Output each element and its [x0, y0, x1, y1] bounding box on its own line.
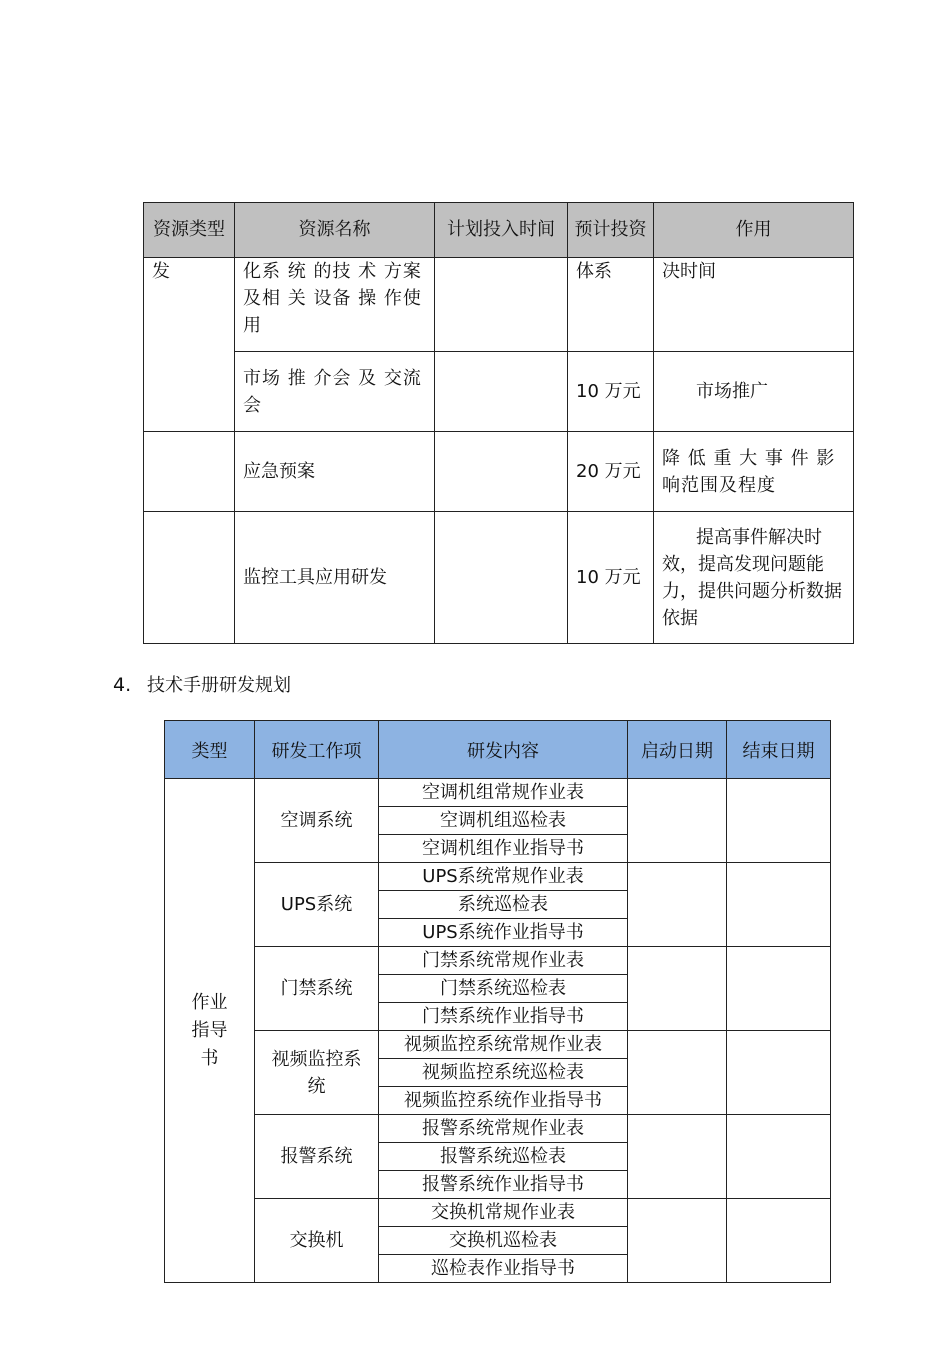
cell-end-date — [727, 1199, 831, 1283]
cell-purpose: 决时间 — [654, 258, 854, 352]
header-work-item: 研发工作项 — [255, 721, 379, 779]
cell-start-date — [628, 779, 727, 863]
table-row — [144, 512, 854, 644]
section-number: 4. — [113, 674, 132, 696]
cell-type: 作业指导书 — [165, 779, 255, 1283]
table-row — [165, 1199, 831, 1227]
header-resource-name: 资源名称 — [235, 203, 435, 258]
cell-name: 应急预案 — [235, 432, 435, 512]
cell-content: 空调机组作业指导书 — [379, 835, 628, 863]
cell-content: 报警系统常规作业表 — [379, 1115, 628, 1143]
header-type: 类型 — [165, 721, 255, 779]
table-row — [165, 1031, 831, 1059]
cell-purpose: 提高事件解决时效，提高发现问题能力，提供问题分析数据依据 — [654, 512, 854, 644]
cell-purpose: 降 低 重 大 事 件 影 响范围及程度 — [654, 432, 854, 512]
manual-plan-table — [164, 720, 831, 1283]
header-content: 研发内容 — [379, 721, 628, 779]
cell-time — [435, 258, 568, 352]
section-heading — [113, 673, 291, 698]
cell-content: 交换机巡检表 — [379, 1227, 628, 1255]
cell-content: 视频监控系统巡检表 — [379, 1059, 628, 1087]
cell-type: 发 — [144, 258, 235, 432]
header-purpose: 作用 — [654, 203, 854, 258]
table-row — [165, 779, 831, 807]
cell-content: 交换机常规作业表 — [379, 1199, 628, 1227]
cell-time — [435, 432, 568, 512]
table-header-row — [144, 203, 854, 258]
cell-work-item: 空调系统 — [255, 779, 379, 863]
table-row — [144, 258, 854, 352]
cell-content: 门禁系统作业指导书 — [379, 1003, 628, 1031]
table-header-row — [165, 721, 831, 779]
cell-cost: 10 万元 — [568, 352, 654, 432]
cell-content: 视频监控系统作业指导书 — [379, 1087, 628, 1115]
cell-work-item: 门禁系统 — [255, 947, 379, 1031]
cell-time — [435, 352, 568, 432]
cell-start-date — [628, 947, 727, 1031]
cell-purpose: 市场推广 — [654, 352, 854, 432]
cell-start-date — [628, 1115, 727, 1199]
table-row — [165, 863, 831, 891]
cell-content: 报警系统巡检表 — [379, 1143, 628, 1171]
header-end-date: 结束日期 — [727, 721, 831, 779]
cell-name: 市场 推 介会 及 交流会 — [235, 352, 435, 432]
cell-content: UPS系统常规作业表 — [379, 863, 628, 891]
header-planned-time: 计划投入时间 — [435, 203, 568, 258]
table-row — [165, 1115, 831, 1143]
cell-end-date — [727, 947, 831, 1031]
header-start-date: 启动日期 — [628, 721, 727, 779]
cell-name: 监控工具应用研发 — [235, 512, 435, 644]
cell-end-date — [727, 863, 831, 947]
table-row — [144, 432, 854, 512]
cell-content: 门禁系统常规作业表 — [379, 947, 628, 975]
cell-start-date — [628, 1031, 727, 1115]
cell-content: 空调机组巡检表 — [379, 807, 628, 835]
cell-work-item: 报警系统 — [255, 1115, 379, 1199]
cell-content: UPS系统作业指导书 — [379, 919, 628, 947]
table-row — [165, 947, 831, 975]
cell-end-date — [727, 1115, 831, 1199]
manual-table-body — [165, 779, 831, 1283]
section-title: 技术手册研发规划 — [147, 675, 291, 696]
cell-content: 空调机组常规作业表 — [379, 779, 628, 807]
header-resource-type: 资源类型 — [144, 203, 235, 258]
cell-content: 门禁系统巡检表 — [379, 975, 628, 1003]
cell-work-item: 视频监控系统 — [255, 1031, 379, 1115]
resource-table — [143, 202, 854, 644]
cell-type — [144, 432, 235, 512]
cell-cost: 体系 — [568, 258, 654, 352]
cell-content: 视频监控系统常规作业表 — [379, 1031, 628, 1059]
cell-name: 化系 统 的技 术 方案及相 关 设备 操 作使用 — [235, 258, 435, 352]
cell-end-date — [727, 1031, 831, 1115]
cell-time — [435, 512, 568, 644]
cell-start-date — [628, 863, 727, 947]
cell-cost: 20 万元 — [568, 432, 654, 512]
cell-content: 巡检表作业指导书 — [379, 1255, 628, 1283]
header-estimated-cost: 预计投资 — [568, 203, 654, 258]
cell-content: 系统巡检表 — [379, 891, 628, 919]
cell-end-date — [727, 779, 831, 863]
cell-start-date — [628, 1199, 727, 1283]
cell-content: 报警系统作业指导书 — [379, 1171, 628, 1199]
table-row — [144, 352, 854, 432]
cell-work-item: UPS系统 — [255, 863, 379, 947]
cell-cost: 10 万元 — [568, 512, 654, 644]
cell-work-item: 交换机 — [255, 1199, 379, 1283]
cell-type — [144, 512, 235, 644]
